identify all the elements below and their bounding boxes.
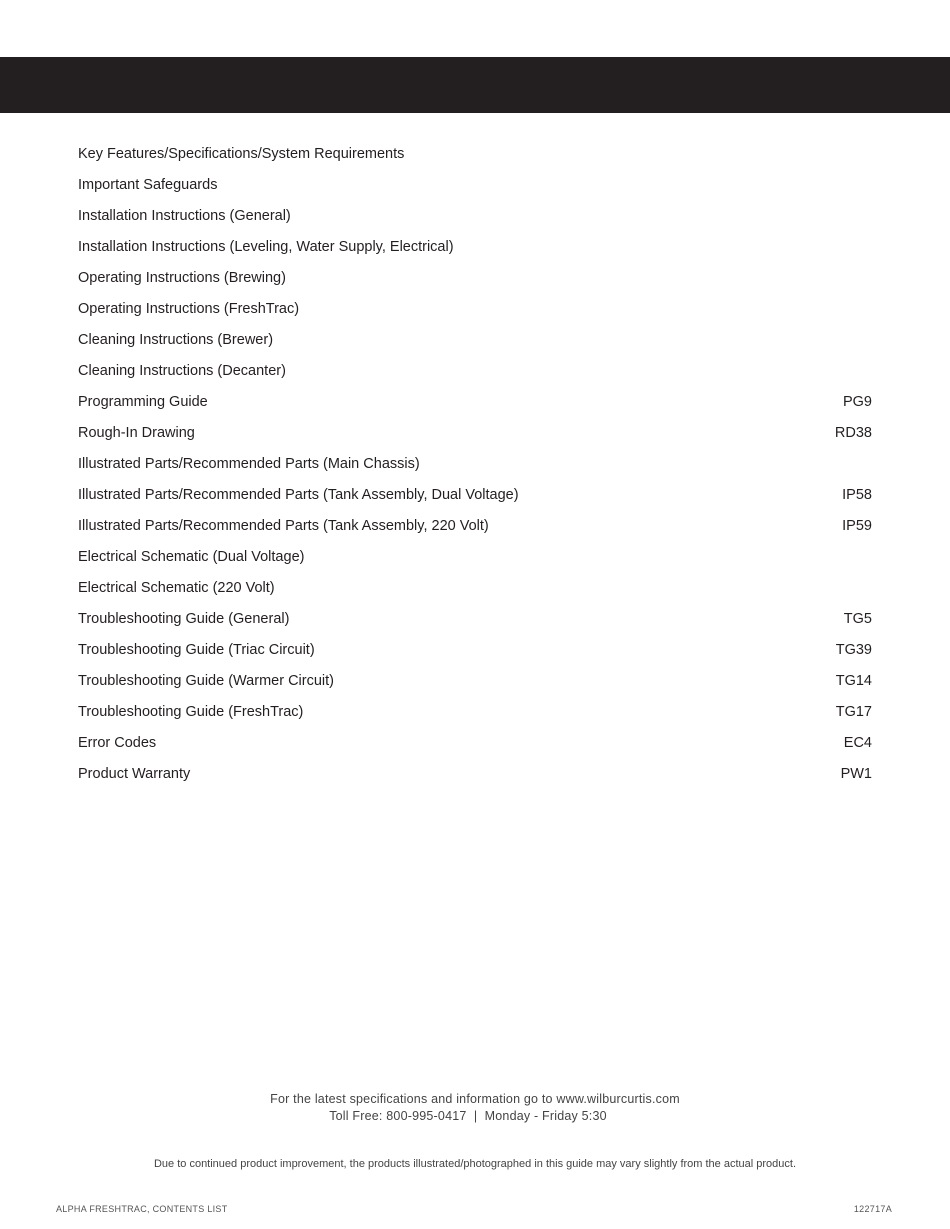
contents-title: Operating Instructions (Brewing) <box>78 269 286 286</box>
contents-title: Cleaning Instructions (Decanter) <box>78 362 286 379</box>
contents-title: Troubleshooting Guide (General) <box>78 610 290 627</box>
contents-title: Operating Instructions (FreshTrac) <box>78 300 300 317</box>
contents-row <box>78 169 872 200</box>
contents-row <box>78 572 872 603</box>
contents-title: Error Codes <box>78 734 157 751</box>
contents-row <box>78 448 872 479</box>
contents-row <box>78 541 872 572</box>
contents-row <box>78 758 872 789</box>
footer-disclaimer: Due to continued product improvement, the products illustrated/photographed in this guide may vary slightly from the actual product. <box>153 1158 797 1170</box>
contents-title: Important Safeguards <box>78 176 218 193</box>
contents-title: Troubleshooting Guide (Warmer Circuit) <box>78 672 334 689</box>
contents-code: IP59 <box>842 517 872 534</box>
contents-title: Product Warranty <box>78 765 191 782</box>
contents-title: Troubleshooting Guide (Triac Circuit) <box>78 641 315 658</box>
contents-row <box>78 510 872 541</box>
contents-row <box>78 603 872 634</box>
contents-list <box>78 138 872 789</box>
contents-code: TG17 <box>835 703 872 720</box>
contents-row <box>78 293 872 324</box>
contents-row <box>78 727 872 758</box>
contents-code: PW1 <box>840 765 872 782</box>
contents-row <box>78 479 872 510</box>
contents-title: Programming Guide <box>78 393 208 410</box>
document-number: 122717A <box>853 1204 892 1214</box>
contents-title: Electrical Schematic (220 Volt) <box>78 579 275 596</box>
contents-row <box>78 696 872 727</box>
contents-code: TG14 <box>835 672 872 689</box>
contents-code: IP58 <box>842 486 872 503</box>
document-title: ALPHA FRESHTRAC, CONTENTS LIST <box>56 1204 228 1214</box>
contents-row <box>78 417 872 448</box>
contents-code: RD38 <box>834 424 872 441</box>
footer-phone-line: Toll Free: 800-995-0417 | Monday - Friday 5:30 <box>329 1109 607 1123</box>
footer-website-line: For the latest specifications and information go to www.wilburcurtis.com <box>270 1092 680 1106</box>
contents-title: Troubleshooting Guide (FreshTrac) <box>78 703 304 720</box>
contents-code: TG39 <box>835 641 872 658</box>
contents-code: TG5 <box>843 610 872 627</box>
contents-row <box>78 324 872 355</box>
contents-title: Cleaning Instructions (Brewer) <box>78 331 274 348</box>
contents-row <box>78 386 872 417</box>
contents-row <box>78 200 872 231</box>
contents-title: Installation Instructions (General) <box>78 207 291 224</box>
contents-title: Illustrated Parts/Recommended Parts (Tank Assembly, 220 Volt) <box>78 517 489 534</box>
contents-title: Rough-In Drawing <box>78 424 195 441</box>
contents-row <box>78 665 872 696</box>
contents-row <box>78 634 872 665</box>
contents-row <box>78 231 872 262</box>
contents-title: Key Features/Specifications/System Requirements <box>78 145 405 162</box>
header-band <box>0 57 950 113</box>
contents-title: Illustrated Parts/Recommended Parts (Tank Assembly, Dual Voltage) <box>78 486 519 503</box>
contents-title: Installation Instructions (Leveling, Water Supply, Electrical) <box>78 238 454 255</box>
contents-code: EC4 <box>843 734 872 751</box>
contents-row <box>78 138 872 169</box>
footer-contact-info <box>0 1091 950 1125</box>
contents-title: Illustrated Parts/Recommended Parts (Main Chassis) <box>78 455 420 472</box>
contents-row <box>78 262 872 293</box>
contents-code: PG9 <box>842 393 872 410</box>
contents-row <box>78 355 872 386</box>
contents-title: Electrical Schematic (Dual Voltage) <box>78 548 305 565</box>
